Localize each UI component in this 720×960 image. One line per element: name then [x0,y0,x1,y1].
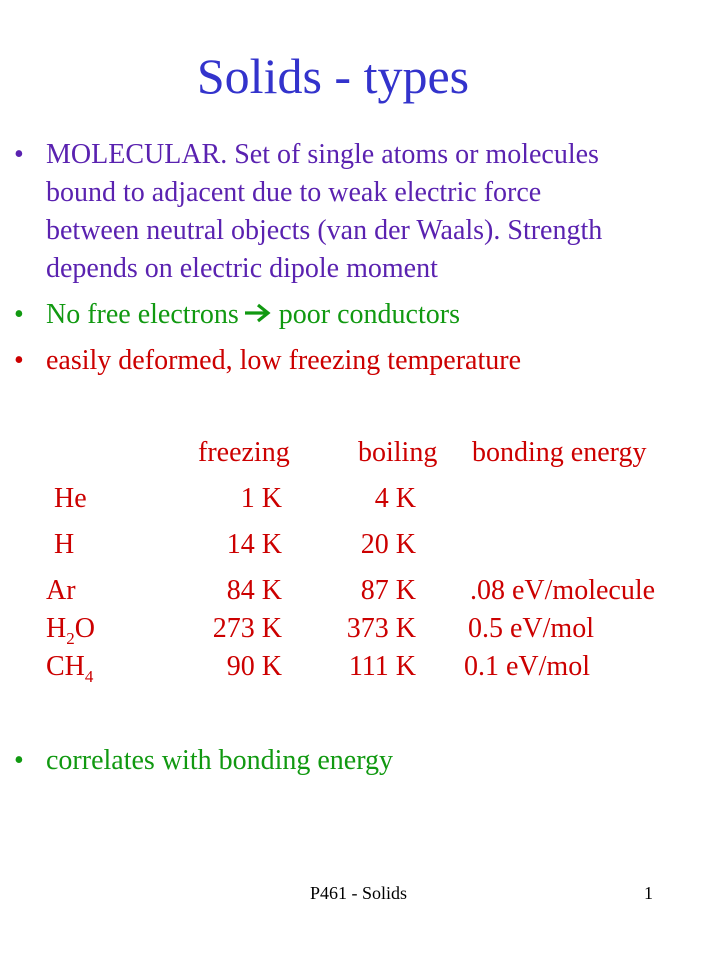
element-name [46,612,95,649]
bullet-dot: • [14,139,24,170]
formula-main: CH [46,651,85,682]
boiling-value: 373 K [346,613,416,644]
bullet-text: easily deformed, low freezing temperature [46,345,522,376]
arrow-right-icon [243,302,273,324]
element-name: H [54,529,75,560]
freezing-value: 84 K [226,575,282,606]
slide-title: Solids - types [196,48,470,104]
boiling-value: 20 K [360,529,416,560]
footer-title: P461 - Solids [310,883,408,903]
element-name [46,650,93,687]
freezing-value: 1 K [240,483,282,514]
formula-main: H [46,613,67,644]
bullet-dot: • [14,299,24,330]
bullet-text-after: poor conductors [278,299,460,330]
freezing-value: 90 K [226,651,282,682]
bullet-line: MOLECULAR. Set of single atoms or molecules [46,139,599,170]
header-bonding-energy: bonding energy [472,437,647,468]
bullet-text-before: No free electrons [46,299,239,330]
boiling-value: 4 K [374,483,416,514]
boiling-value: 87 K [360,575,416,606]
bullet-line: depends on electric dipole moment [46,253,438,284]
bonding-energy-value: .08 eV/molecule [470,575,656,606]
formula-tail: O [74,613,95,644]
bullet-line: bound to adjacent due to weak electric force [46,177,542,208]
bullet-text: correlates with bonding energy [46,745,394,776]
bullet-text [46,296,460,334]
element-name: He [54,483,87,514]
bonding-energy-value: 0.5 eV/mol [468,613,594,644]
bullet-text [46,136,602,288]
bonding-energy-value: 0.1 eV/mol [464,651,590,682]
header-boiling: boiling [358,437,438,468]
header-freezing: freezing [198,437,290,468]
bullet-dot: • [14,345,24,376]
freezing-value: 14 K [226,529,282,560]
page-number: 1 [644,883,653,903]
formula-subscript: 2 [66,629,75,648]
boiling-value: 111 K [348,651,416,682]
bullet-dot: • [14,745,24,776]
bullet-line: between neutral objects (van der Waals). Strength [46,215,603,246]
element-name: Ar [46,575,76,606]
formula-subscript: 4 [84,667,94,686]
freezing-value: 273 K [212,613,282,644]
